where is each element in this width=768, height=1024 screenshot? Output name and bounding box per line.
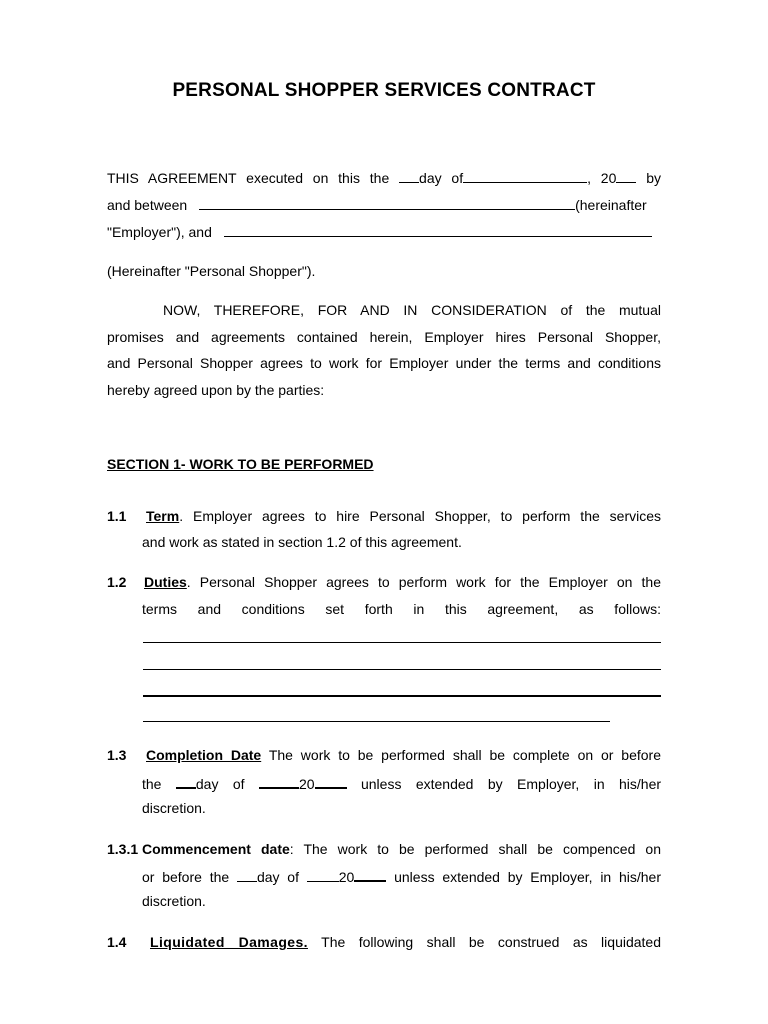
month-blank[interactable] xyxy=(463,168,587,183)
intro-line-1 xyxy=(107,168,661,187)
employer-name-blank[interactable] xyxy=(199,195,575,210)
clause-text: . Personal Shopper agrees to perform work for the Employer on the xyxy=(186,574,661,590)
clause-text: day of xyxy=(195,776,245,792)
intro-text: , 20 xyxy=(587,170,617,186)
day-blank[interactable] xyxy=(399,168,419,183)
intro-text: day of xyxy=(419,170,464,186)
clause-number: 1.3.1 xyxy=(107,841,139,857)
clause-1-2-line-1 xyxy=(144,573,661,591)
consideration-line-1: NOW, THEREFORE, FOR AND IN CONSIDERATION of the mutual xyxy=(163,302,661,318)
clause-1-4-line-1 xyxy=(150,933,661,951)
consideration-line-4: hereby agreed upon by the parties: xyxy=(107,382,325,398)
duties-blank-line[interactable] xyxy=(143,695,661,697)
consideration-line-3: and Personal Shopper agrees to work for Employer under the terms and conditions xyxy=(107,355,661,371)
clause-1-1-line-1 xyxy=(146,507,661,525)
clause-text: the xyxy=(142,776,162,792)
year-blank[interactable] xyxy=(616,168,636,183)
year-blank[interactable] xyxy=(315,773,347,789)
intro-text: by xyxy=(646,170,661,186)
clause-label: Duties xyxy=(144,574,187,590)
clause-text: 20 xyxy=(298,776,315,792)
clause-number: 1.2 xyxy=(107,574,127,590)
clause-text: unless extended by Employer, in his/her xyxy=(360,776,662,792)
clause-1-3-line-1 xyxy=(146,746,661,764)
intro-text: (hereinafter xyxy=(575,197,647,213)
clause-number: 1.1 xyxy=(107,508,127,524)
duties-blank-line[interactable] xyxy=(143,669,661,670)
clause-1-2-line-2: terms and conditions set forth in this agreement, as follows: xyxy=(142,601,661,617)
intro-text: "Employer"), and xyxy=(107,224,212,240)
year-blank[interactable] xyxy=(354,866,386,882)
clause-text: day of xyxy=(256,869,299,885)
clause-1-3-1-line-3: discretion. xyxy=(142,893,206,909)
intro-text: and between xyxy=(107,197,188,213)
day-blank[interactable] xyxy=(176,773,196,789)
clause-label: Liquidated Damages. xyxy=(150,934,308,950)
consideration-line-2: promises and agreements contained herein, Employer hires Personal Shopper, xyxy=(107,329,661,345)
clause-number: 1.4 xyxy=(107,934,127,950)
clause-text: . Employer agrees to hire Personal Shopper, to perform the services xyxy=(179,508,661,524)
clause-text: unless extended by Employer, in his/her xyxy=(394,869,662,885)
section-heading: SECTION 1- WORK TO BE PERFORMED xyxy=(107,456,374,472)
clause-1-1-line-2: and work as stated in section 1.2 of this agreement. xyxy=(142,534,462,550)
clause-text: The work to be performed shall be complete on or before xyxy=(268,747,661,763)
document-title: PERSONAL SHOPPER SERVICES CONTRACT xyxy=(172,80,596,101)
duties-blank-line[interactable] xyxy=(143,642,661,643)
duties-blank-line[interactable] xyxy=(143,721,610,722)
clause-1-3-line-2 xyxy=(142,773,661,793)
clause-label: Completion Date xyxy=(146,747,262,763)
clause-label: Commencement date xyxy=(142,841,290,857)
intro-line-3 xyxy=(107,222,661,241)
clause-1-3-1-line-2 xyxy=(142,866,661,886)
intro-line-2 xyxy=(107,195,661,214)
clause-text: : The work to be performed shall be compenced on xyxy=(289,841,661,857)
clause-text: 20 xyxy=(338,869,355,885)
month-blank[interactable] xyxy=(259,773,299,789)
clause-text: or before the xyxy=(142,869,230,885)
day-blank[interactable] xyxy=(237,867,257,882)
clause-text: The following shall be construed as liquidated xyxy=(321,934,661,950)
clause-1-3-line-3: discretion. xyxy=(142,800,206,816)
clause-number: 1.3 xyxy=(107,747,127,763)
shopper-name-blank[interactable] xyxy=(224,222,652,237)
hereinafter-line: (Hereinafter "Personal Shopper"). xyxy=(107,263,316,279)
clause-label: Term xyxy=(146,508,180,524)
clause-1-3-1-line-1 xyxy=(142,840,661,858)
intro-text: THIS AGREEMENT executed on this the xyxy=(107,170,390,186)
month-blank[interactable] xyxy=(307,867,339,882)
